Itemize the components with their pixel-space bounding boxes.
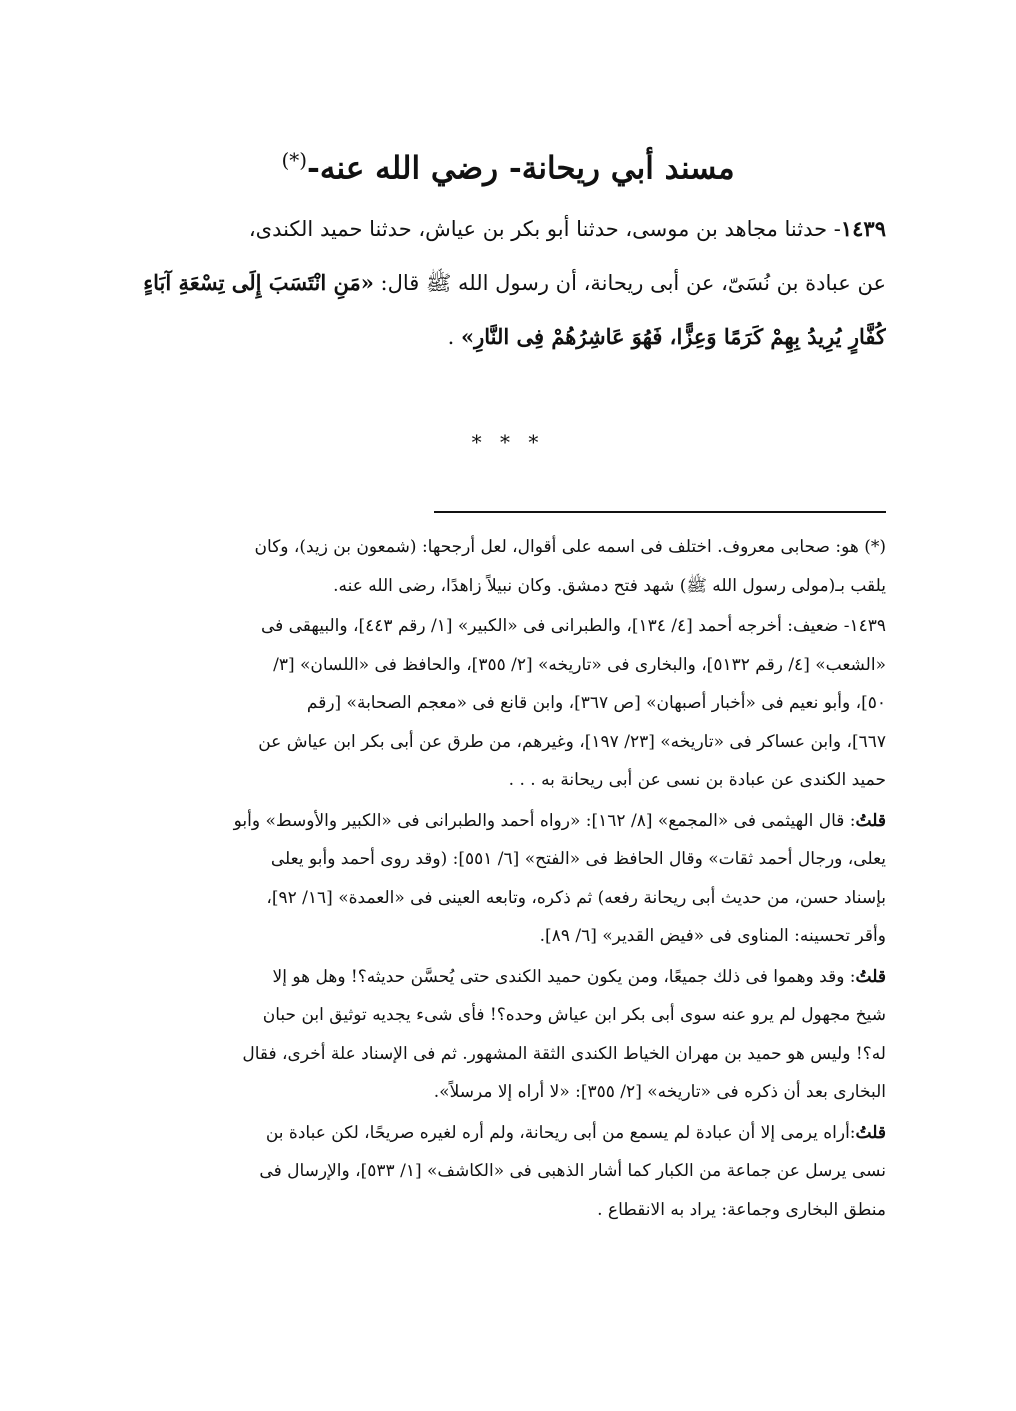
- footnote-line: [126, 958, 886, 997]
- footnote-line: شيخ مجهول لم يرو عنه سوى أبى بكر ابن عياش وحده؟! فأى شىء يجديه توثيق ابن حبان: [262, 1005, 886, 1025]
- hadith-line-1: [130, 202, 886, 256]
- chapter-title-text: مسند أبي ريحانة- رضي الله عنه-: [307, 150, 735, 187]
- footnote-line: وأقر تحسينه: المناوى فى «فيض القدير» [٦/ ٨٩].: [539, 926, 886, 946]
- footnote-line: له؟! وليس هو حميد بن مهران الخياط الكندى الثقة المشهور. ثم فى الإسناد علة أخرى، فقال: [242, 1043, 886, 1064]
- footnote-line: حميد الكندى عن عبادة بن نسى عن أبى ريحانة به . . .: [508, 770, 886, 790]
- footnote-line: منطق البخارى وجماعة: يراد به الانقطاع .: [597, 1199, 886, 1220]
- section-separator: * * *: [471, 430, 545, 454]
- footnote-line: البخارى بعد أن ذكره فى «تاريخه» [٢/ ٣٥٥]: «لا أراه إلا مرسلاً».: [433, 1082, 886, 1102]
- hadith-line-1-text: - حدثنا مجاهد بن موسى، حدثنا أبو بكر بن عياش، حدثنا حميد الكندى،: [248, 217, 841, 241]
- footnote-line: يلقب بـ(مولى رسول الله ﷺ) شهد فتح دمشق. وكان نبيلاً زاهدًا، رضى الله عنه.: [333, 575, 886, 596]
- footnote-line: يعلى، ورجال أحمد ثقات» وقال الحافظ فى «الفتح» [٦/ ٥٥١]: (وقد روى أحمد وأبو يعلى: [270, 849, 886, 869]
- footnotes: [126, 528, 886, 1229]
- footnote-line: بإسناد حسن، من حديث أبى ريحانة رفعه) ثم ذكره، وتابعه العينى فى «العمدة» [١٦/ ٩٢]،: [266, 887, 886, 908]
- hadith-end-mark: .: [447, 325, 455, 349]
- qultu-label: قلتُ: [855, 1122, 886, 1143]
- qultu-label: قلتُ: [855, 810, 886, 831]
- footnote-text: :أراه يرمى إلا أن عبادة لم يسمع من أبى ريحانة، ولم أره لغيره صريحًا، لكن عبادة بن: [265, 1122, 856, 1143]
- chapter-title: [0, 138, 1016, 190]
- hadith-matn-end: كُفَّارٍ يُرِيدُ بِهِمْ كَرَمًا وَعِزًّا، فَهُوَ عَاشِرُهُمْ فِى النَّارِ»: [460, 324, 886, 349]
- hadith-line-2: [130, 256, 886, 310]
- footnote-line: ٥٠]، وأبو نعيم فى «أخبار أصبهان» [ص ٣٦٧]، وابن قانع فى «معجم الصحابة» [رقم: [306, 693, 886, 713]
- footnote-text: : وقد وهموا فى ذلك جميعًا، ومن يكون حميد الكندى حتى يُحسَّن حديثه؟! وهل هو إلا: [272, 966, 856, 987]
- hadith-isnad: عن عبادة بن نُسَىّ، عن أبى ريحانة، أن رسول الله ﷺ قال:: [380, 271, 886, 295]
- footnote-line: [126, 802, 886, 841]
- footnote-line: نسى يرسل عن جماعة من الكبار كما أشار الذهبى فى «الكاشف» [١/ ٥٣٣]، والإرسال فى: [259, 1161, 886, 1181]
- footnote-line: ٦٦٧]، وابن عساكر فى «تاريخه» [٢٣/ ١٩٧]، وغيرهم، من طرق عن أبى بكر ابن عياش عن: [258, 731, 886, 752]
- hadith-text: [130, 202, 886, 364]
- footnote-marker: (*): [281, 148, 308, 172]
- footnote-line: (*) هو: صحابى معروف. اختلف فى اسمه على أقوال، لعل أرجحها: (شمعون بن زيد)، وكان: [254, 537, 886, 557]
- footnote-divider: [434, 511, 886, 513]
- hadith-line-3: [130, 310, 886, 364]
- hadith-number: ١٤٣٩: [840, 216, 886, 241]
- footnote-line: [126, 1114, 886, 1153]
- footnote-line: «الشعب» [٤/ رقم ٥١٣٢]، والبخارى فى «تاريخه» [٢/ ٣٥٥]، والحافظ فى «اللسان» [٣/: [273, 654, 886, 675]
- footnote-line: ١٤٣٩- ضعيف: أخرجه أحمد [٤/ ١٣٤]، والطبرانى فى «الكبير» [١/ رقم ٤٤٣]، والبيهقى فى: [260, 616, 886, 636]
- qultu-label: قلتُ: [855, 966, 886, 987]
- footnote-text: : قال الهيثمى فى «المجمع» [٨/ ١٦٢]: «رواه أحمد والطبرانى فى «الكبير والأوسط» وأبو: [233, 810, 856, 831]
- hadith-matn-start: «مَنِ انْتَسَبَ إِلَى تِسْعَةِ آبَاءٍ: [143, 270, 374, 295]
